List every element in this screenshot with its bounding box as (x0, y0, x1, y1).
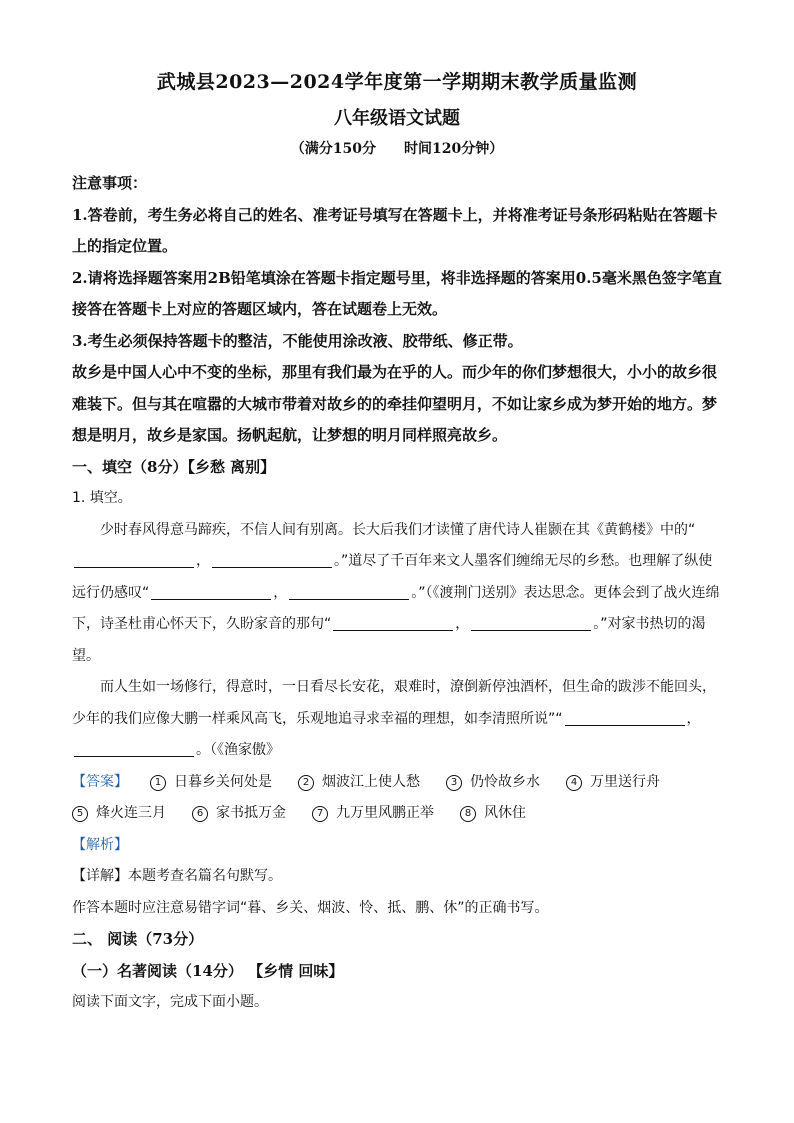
section1-heading: 一、填空（8分）【乡愁 离别】 (72, 457, 276, 476)
full-score: （满分150分 (290, 141, 376, 157)
detail-line (72, 861, 722, 893)
answer-blank-8[interactable] (74, 741, 194, 757)
answer-blank-5[interactable] (333, 615, 453, 631)
answer-text: 家书抵万金 (216, 805, 286, 821)
circled-number: 1 (150, 775, 166, 791)
page-subtitle: 八年级语文试题 (334, 108, 460, 129)
answer-blank-6[interactable] (471, 615, 591, 631)
q1-text-j: 。（《渔家傲》 (196, 742, 280, 758)
circled-number: 7 (312, 806, 328, 822)
answer-blank-7[interactable] (565, 710, 685, 726)
circled-number: 6 (192, 806, 208, 822)
answer-item (312, 798, 434, 830)
question-1-label: 1. 填空。 (72, 490, 132, 506)
q1-text-c: 。”道尽了千百年来文人墨客们缠绵无尽的乡愁。也理解了纵使远行仍感叹“ (72, 553, 713, 601)
note-item-2: 2.请将选择题答案用2B铅笔填涂在答题卡指定题号里，将非选择题的答案用0.5毫米黑色签字笔直接答在答题卡上对应的答题区域内，答在试题卷上无效。 (72, 268, 722, 318)
circled-number: 4 (566, 775, 582, 791)
answer-item (566, 767, 660, 799)
exam-time: 时间120分钟） (404, 141, 504, 157)
q1-text-d: ， (273, 584, 288, 601)
question-1-paragraph-1 (72, 515, 722, 673)
answer-label: 【答案】 (72, 773, 128, 790)
q1-text-b: ， (196, 553, 210, 569)
answer-item (150, 767, 272, 799)
q1-text-f: ， (455, 616, 470, 632)
answer-item (298, 767, 420, 799)
answer-blank-3[interactable] (151, 584, 271, 600)
section2-heading: 二、 阅读（73分） (72, 930, 204, 948)
score-time-line (72, 138, 722, 160)
answer-text: 日暮乡关何处是 (174, 773, 272, 790)
note-item-3: 3.考生必须保持答题卡的整洁，不能使用涂改液、胶带纸、修正带。 (72, 331, 523, 350)
circled-number: 3 (446, 775, 462, 791)
q1-text-g: 。”对家书热切的渴望。 (72, 616, 706, 664)
q1-text-a: 少时春风得意马蹄疾，不信人间有别离。长大后我们才读懂了唐代诗人崔颢在其《黄鹤楼》中的“ (100, 521, 696, 538)
answer-text: 万里送行舟 (590, 773, 660, 790)
answer-row (72, 767, 722, 830)
answer-blank-4[interactable] (289, 584, 409, 600)
q1-text-h: 而人生如一场修行，得意时，一日看尽长安花，艰难时，潦倒新停浊酒杯，但生命的跋涉不能回头，少年的我们应像大鹏一样乘风高飞，乐观地追寻求幸福的理想，如李清照所说”“ (72, 679, 716, 727)
note-item-1: 1.答卷前，考生务必将自己的姓名、准考证号填写在答题卡上，并将准考证号条形码粘贴在答题卡上的指定位置。 (72, 205, 718, 255)
answer-item (446, 767, 540, 799)
circled-number: 5 (72, 806, 88, 822)
analysis-label: 【解析】 (72, 836, 128, 853)
answer-blank-1[interactable] (74, 552, 194, 568)
q1-text-e: 。”（《渡荆门送别》表达思念。更体会到了战火连绵下，诗圣杜甫心怀天下，久盼家音的那句“ (72, 584, 720, 632)
answer-text: 烟波江上使人愁 (322, 773, 420, 790)
answer-item (192, 798, 286, 830)
intro-paragraph: 故乡是中国人心中不变的坐标，那里有我们最为在乎的人。而少年的你们梦想很大，小小的故乡很难装下。但与其在喧嚣的大城市带着对故乡的的牵挂仰望明月，不如让家乡成为梦开始的地方。梦想是明月，故乡是家国。扬帆起航，让梦想的明月同样照亮故乡。 (72, 363, 718, 444)
q1-text-i: ， (686, 710, 701, 727)
answer-blank-2[interactable] (212, 552, 332, 568)
answer-item (72, 798, 166, 830)
notes-heading: 注意事项： (72, 174, 148, 192)
circled-number: 2 (298, 775, 314, 791)
circled-number: 8 (460, 806, 476, 822)
detail-text: 本题考查名篇名句默写。 (128, 868, 282, 884)
page-title: 武城县2023—2024学年度第一学期期末教学质量监测 (156, 71, 638, 93)
answer-item (460, 798, 526, 830)
section2-instruction: 阅读下面文字，完成下面小题。 (72, 994, 268, 1010)
detail-label: 【详解】 (72, 868, 128, 884)
answer-text: 烽火连三月 (96, 805, 166, 821)
question-1-paragraph-2 (72, 672, 722, 767)
detail-note: 作答本题时应注意易错字词“暮、乡关、烟波、怜、抵、鹏、休”的正确书写。 (72, 899, 549, 916)
answer-text: 仍怜故乡水 (470, 773, 540, 790)
answer-text: 九万里风鹏正举 (336, 805, 434, 821)
section2-subheading: （一）名著阅读（14分） 【乡情 回味】 (72, 961, 344, 980)
exam-page (72, 68, 722, 1019)
answer-text: 风休住 (484, 805, 526, 821)
